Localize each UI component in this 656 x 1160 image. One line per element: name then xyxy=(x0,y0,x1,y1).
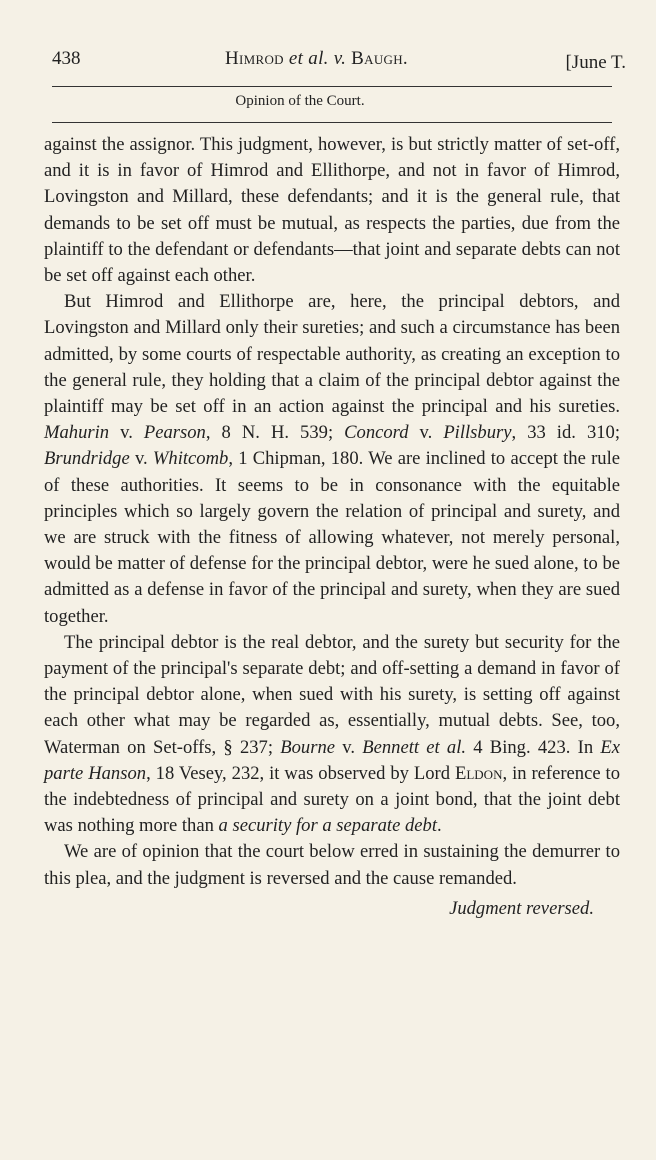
title-etal: et al. xyxy=(283,48,334,69)
title-v: v. xyxy=(333,48,347,69)
term-label: [June T. xyxy=(565,52,626,73)
p3-text-6: . xyxy=(437,815,442,837)
section-subheading: Opinion of the Court. xyxy=(235,93,365,109)
case-name: Mahurin xyxy=(44,422,110,444)
title-party1: Himrod xyxy=(225,48,284,69)
p2-text-4: v. xyxy=(408,422,444,444)
p2-text-6: v. xyxy=(129,448,153,470)
p3-text-3: 4 Bing. 423. In xyxy=(466,736,601,758)
running-title xyxy=(225,48,408,70)
case-name: Ex parte Hanson xyxy=(44,736,620,784)
subheading-rule xyxy=(52,122,612,123)
p2-text-7: , 1 Chipman, 180. We are inclined to accept the rule of these authorities. It seems to be in consonance with the equitable principles which so largely govern the relation of principal and surety, and we are struck with the fitness of allowing whatever, not merely personal, would be matter of defense for the principal debtor, were he sued alone, to be admitted as a defense in favor of the principal and surety, when they are sued together. xyxy=(44,448,620,627)
p2-text-3: , 8 N. H. 539; xyxy=(205,422,345,444)
p2-text-1: But Himrod and Ellithorpe are, here, the principal debtors, and Lovingston and Millard only their sureties; and such a circumstance has been admitted, by some courts of respectable authority, as creating an exception to the general rule, they holding that a claim of the principal debtor against the plaintiff may be set off in an action against the principal and his sureties. xyxy=(44,291,620,418)
header-rule xyxy=(52,86,612,87)
quoted-phrase: a security for a separate debt xyxy=(218,815,437,837)
lord-name: Eldon xyxy=(455,762,503,784)
p3-text-5: , in reference to the indebtedness of principal and surety on a joint bond, that the joint debt was nothing more than xyxy=(44,762,621,837)
p2-text-2: v. xyxy=(109,422,144,444)
p3-text-4: , 18 Vesey, 232, it was observed by Lord xyxy=(146,762,455,784)
title-party2: Baugh. xyxy=(346,48,408,69)
paragraph-4: We are of opinion that the court below erred in sustaining the demurrer to this plea, and the judgment is reversed and the cause remanded. xyxy=(44,841,620,889)
case-name: Pearson xyxy=(143,422,206,444)
paragraph-3 xyxy=(44,630,620,840)
case-name: Bourne xyxy=(280,736,336,758)
p3-text-2: v. xyxy=(335,736,363,758)
judgment-line: Judgment reversed. xyxy=(449,897,594,919)
opinion-body xyxy=(44,132,620,922)
case-name: Bennett et al. xyxy=(362,736,467,758)
p3-text-1: The principal debtor is the real debtor, and the surety but security for the payment of the principal's separate debt; and off-setting a demand in favor of the principal debtor alone, when sued with his surety, is setting off against each other what may be regarded as, essentially, mutual debts. See, too, Waterman on Set-offs, § 237; xyxy=(44,631,620,758)
case-name: Whitcomb xyxy=(152,448,229,470)
paragraph-1: against the assignor. This judgment, however, is but strictly matter of set-off, and it is in favor of Himrod and Ellithorpe, and not in favor of Himrod, Lovingston and Millard, these defendants; and it is the general rule, that demands to be set off must be mutual, as respects the parties, due from the plaintiff to the defendant or defendants—that joint and separate debts can not be set off against each other. xyxy=(44,134,620,287)
case-name: Pillsbury xyxy=(443,422,512,444)
page-number: 438 xyxy=(52,48,81,69)
case-name: Brundridge xyxy=(44,448,130,470)
paragraph-2 xyxy=(44,289,620,630)
case-name: Concord xyxy=(344,422,409,444)
running-header xyxy=(52,48,626,88)
p2-text-5: , 33 id. 310; xyxy=(511,422,620,444)
